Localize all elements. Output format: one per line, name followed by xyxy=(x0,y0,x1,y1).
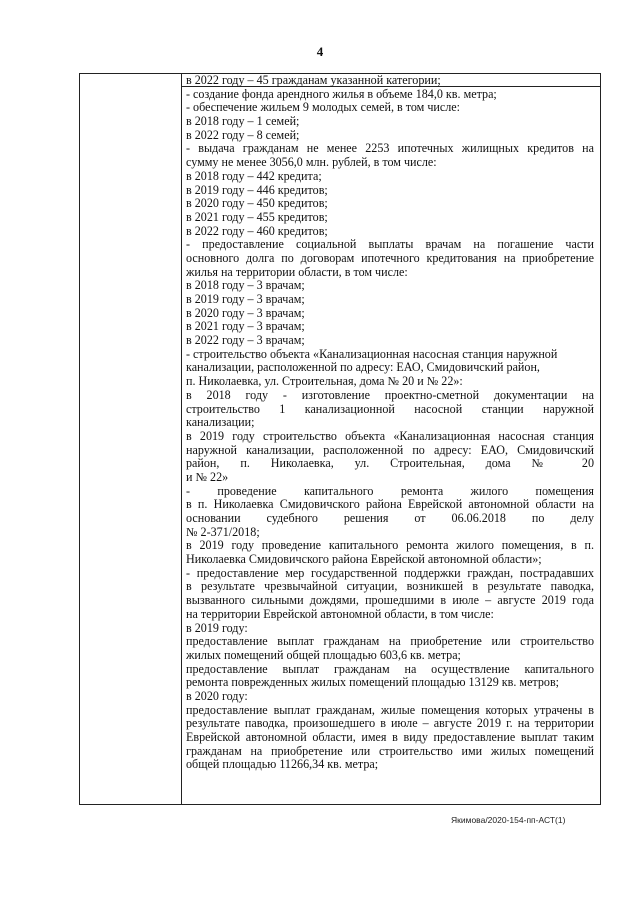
text-line: в 2018 году – 3 врачам; xyxy=(186,279,305,293)
text-line: в 2020 году – 450 кредитов; xyxy=(186,197,328,211)
text-line: район, п. Николаевка, ул. Строительная, дома № 20 xyxy=(186,457,594,471)
text-line: сумму не менее 3056,0 млн. рублей, в том числе: xyxy=(186,156,437,170)
text-line: в 2019 году: xyxy=(186,621,248,635)
text-line: в 2018 году – 1 семей; xyxy=(186,115,300,129)
text-line: жилья на территории области, в том числе: xyxy=(186,265,408,279)
content-table xyxy=(79,73,601,805)
text-line: Николаевка Смидовичского района Еврейской автономной области»; xyxy=(186,553,542,567)
text-line: - обеспечение жильем 9 молодых семей, в том числе: xyxy=(186,101,461,115)
text-line: в 2022 году – 3 врачам; xyxy=(186,334,305,348)
text-line: предоставление выплат гражданам, жилые помещения которых утрачены в xyxy=(186,703,594,717)
text-line: вызванного сильными дождями, прошедшими в июле – августе 2019 года xyxy=(186,594,594,608)
text-line: в 2019 году проведение капитального ремонта жилого помещения, в п. xyxy=(186,539,594,553)
text-line: - строительство объекта «Канализационная насосная станция наружной xyxy=(186,347,558,361)
text-line: строительство 1 канализационной насосной станции наружной xyxy=(186,402,594,416)
footer-doc-id: Якимова/2020-154-пп-АСТ(1) xyxy=(451,815,566,825)
text-line: основного долга по договорам ипотечного кредитования на приобретение xyxy=(186,251,594,265)
text-line: - создание фонда арендного жилья в объеме 184,0 кв. метра; xyxy=(186,87,497,101)
page-number: 4 xyxy=(316,44,324,59)
text-line: в 2018 году - изготовление проектно-сметной документации на xyxy=(186,388,594,402)
text-line: и № 22» xyxy=(186,470,229,484)
text-line: на территории Еврейской автономной области, в том числе: xyxy=(186,607,494,621)
text-line: гражданам на приобретение или строительство ими жилых помещений xyxy=(186,744,594,758)
text-line: в 2022 году – 8 семей; xyxy=(186,128,300,142)
text-line: - проведение капитального ремонта жилого помещения xyxy=(186,484,594,498)
text-line: в 2019 году – 3 врачам; xyxy=(186,293,305,306)
text-line: в 2022 году – 45 гражданам указанной категории; xyxy=(186,74,441,87)
text-line: в 2019 году – 446 кредитов; xyxy=(186,183,328,197)
text-line: в п. Николаевка Смидовичского района Еврейской автономной области на xyxy=(186,498,594,512)
text-line: предоставление выплат гражданам на осуществление капитального xyxy=(186,662,594,676)
text-line: наружной канализации, расположенной по адресу: ЕАО, Смидовичский xyxy=(186,443,594,457)
column-divider xyxy=(181,74,182,804)
text-line: - предоставление социальной выплаты врачам на погашение части xyxy=(186,238,594,252)
text-line: в результате чрезвычайной ситуации, возникшей в результате паводка, xyxy=(186,580,594,594)
text-line: канализации; xyxy=(186,416,255,430)
text-line: предоставление выплат гражданам на приобретение или строительство xyxy=(186,635,594,649)
text-line: основании судебного решения от 06.06.2018 по делу xyxy=(186,512,594,525)
text-cell xyxy=(186,74,594,772)
text-line: в 2020 году: xyxy=(186,689,248,703)
text-line: общей площадью 11266,34 кв. метра; xyxy=(186,758,379,772)
text-line: в 2020 году – 3 врачам; xyxy=(186,306,305,320)
text-line: - предоставление мер государственной поддержки граждан, пострадавших xyxy=(186,566,594,580)
text-line: жилых помещений общей площадью 603,6 кв. метра; xyxy=(186,648,461,662)
text-line: в 2018 году – 442 кредита; xyxy=(186,169,322,183)
text-line: Еврейской автономной области, имея в виду предоставление выплат таким xyxy=(186,731,594,744)
text-line: - выдача гражданам не менее 2253 ипотечных жилищных кредитов на xyxy=(186,142,594,156)
text-line: в 2021 году – 3 врачам; xyxy=(186,320,305,334)
text-line: результате паводка, произошедшего в июле – августе 2019 г. на территории xyxy=(186,717,594,731)
text-line: канализации, расположенной по адресу: ЕАО, Смидовичский район, xyxy=(186,361,540,375)
text-line: в 2022 году – 460 кредитов; xyxy=(186,224,328,238)
text-line: ремонта поврежденных жилых помещений площадью 13129 кв. метров; xyxy=(186,676,560,690)
text-line: № 2-371/2018; xyxy=(186,525,260,539)
text-line: в 2021 году – 455 кредитов; xyxy=(186,210,328,224)
text-line: п. Николаевка, ул. Строительная, дома № 20 и № 22»: xyxy=(186,375,463,389)
text-line: в 2019 году строительство объекта «Канализационная насосная станция xyxy=(186,429,594,443)
